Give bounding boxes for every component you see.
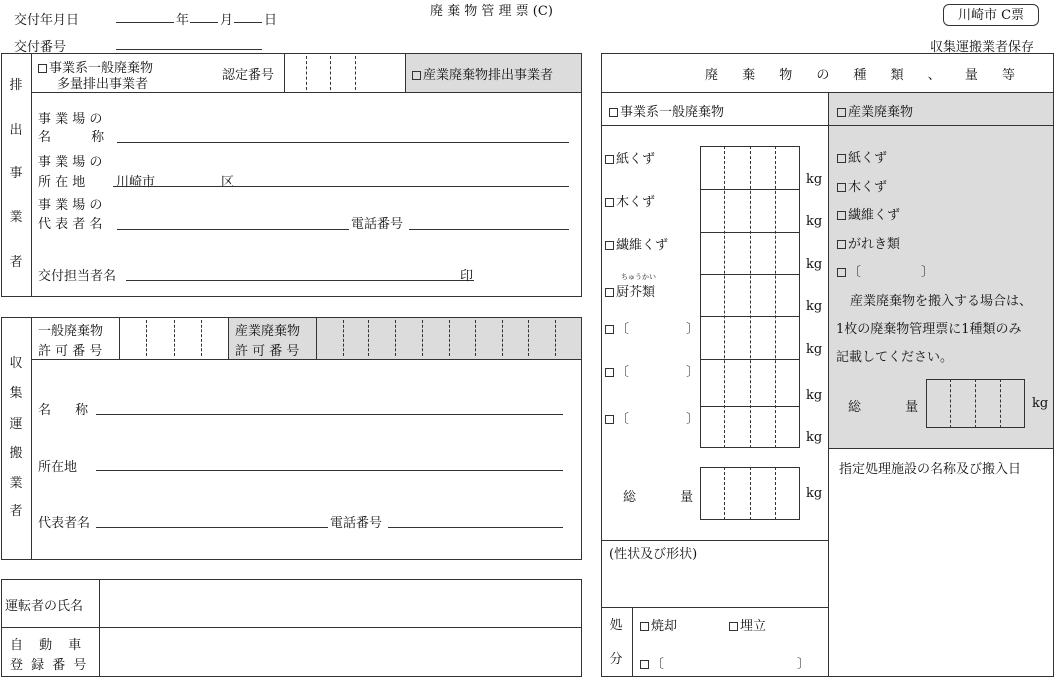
general-large-line2: 多量排出事業者: [57, 77, 149, 92]
issue-number-field[interactable]: [116, 49, 262, 50]
site-address-city: 川崎市: [116, 175, 156, 190]
unit-kg-6: kg: [806, 388, 823, 403]
other-1-checkbox[interactable]: [605, 325, 614, 334]
industrial-total-label: 総 量: [848, 400, 939, 415]
disposal-incineration[interactable]: 焼却: [640, 615, 677, 634]
general-permit-label-2: 許 可 番 号: [38, 344, 103, 359]
vehicle-number-field[interactable]: [100, 628, 581, 676]
disposal-other-checkbox[interactable]: [640, 660, 649, 669]
note-line-3: 記載してください。: [836, 350, 954, 365]
disposal-label-2: 分: [609, 652, 623, 667]
month-label: 月: [220, 13, 234, 28]
retention-note: 収集運搬業者保存: [930, 40, 1035, 55]
general-item-fiber[interactable]: 繊維くず: [605, 234, 668, 253]
collector-name-field[interactable]: [96, 414, 563, 415]
collector-side-1: 収: [9, 356, 23, 371]
kitchen-checkbox[interactable]: [605, 288, 614, 297]
day-field[interactable]: [234, 22, 262, 23]
day-label: 日: [264, 13, 278, 28]
general-large-emitter[interactable]: 事業系一般廃棄物: [38, 57, 153, 76]
unit-kg-2: kg: [806, 214, 823, 229]
collector-rep-label: 代表者名: [38, 516, 91, 531]
emitter-phone-label: 電話番号: [351, 217, 404, 232]
site-name-field[interactable]: [117, 142, 569, 143]
industrial-permit-label-1: 産業廃棄物: [235, 324, 301, 339]
collector-address-label: 所在地: [38, 460, 78, 475]
general-item-other-3[interactable]: 〔: [605, 408, 629, 427]
emitter-phone-field[interactable]: [409, 229, 569, 230]
properties-label: (性状及び形状): [609, 547, 698, 562]
facility-field[interactable]: [829, 478, 1053, 676]
city-badge: 川崎市 C票: [943, 4, 1039, 26]
general-permit-label-1: 一般廃棄物: [38, 324, 104, 339]
site-name-label-2: 名 称: [38, 130, 123, 145]
disposal-bracket-close: 〕: [797, 657, 811, 672]
industrial-permit-label-2: 許 可 番 号: [235, 344, 300, 359]
industrial-total-unit: kg: [1032, 396, 1049, 411]
collector-side-2: 集: [9, 386, 23, 401]
industrial-waste-option[interactable]: 産業廃棄物: [837, 101, 913, 120]
cert-number-label: 認定番号: [222, 68, 275, 83]
site-address-label-1: 事 業 場 の: [38, 155, 103, 170]
unit-kg-1: kg: [806, 172, 823, 187]
disposal-label-1: 処: [609, 618, 623, 633]
general-item-wood[interactable]: 木くず: [605, 191, 655, 210]
properties-field[interactable]: [602, 562, 827, 606]
wood-checkbox[interactable]: [605, 198, 614, 207]
seal-mark: 印: [460, 269, 474, 284]
other-2-checkbox[interactable]: [605, 368, 614, 377]
industrial-item-wood[interactable]: 木くず: [837, 176, 887, 195]
ind-wood-checkbox[interactable]: [837, 183, 846, 192]
general-waste-option[interactable]: 事業系一般廃棄物: [609, 101, 724, 120]
vehicle-label-1: 自 動 車: [10, 638, 88, 653]
general-total-unit: kg: [806, 486, 823, 501]
bracket-close-3: 〕: [686, 412, 700, 427]
ind-other-checkbox[interactable]: [837, 268, 846, 277]
page-title: 廃 棄 物 管 理 票 (C): [430, 4, 553, 19]
disposal-other[interactable]: 〔: [640, 653, 664, 672]
collector-side-5: 業: [9, 476, 23, 491]
year-label: 年: [176, 13, 190, 28]
unit-kg-3: kg: [806, 257, 823, 272]
site-address-label-2: 所 在 地: [38, 175, 86, 190]
paper-checkbox[interactable]: [605, 155, 614, 164]
waste-header: 廃 棄 物 の 種 類 、 量 等: [705, 68, 1026, 83]
site-name-label-1: 事 業 場 の: [38, 112, 103, 127]
year-field[interactable]: [116, 22, 174, 23]
collector-phone-label: 電話番号: [330, 516, 383, 531]
industrial-emitter-checkbox[interactable]: [412, 71, 421, 80]
industrial-item-paper[interactable]: 紙くず: [837, 147, 887, 166]
unit-kg-4: kg: [806, 299, 823, 314]
person-in-charge-field[interactable]: [126, 280, 474, 281]
site-address-field[interactable]: [113, 186, 569, 187]
rep-label-2: 代 表 者 名: [38, 217, 103, 232]
emitter-side-1: 排: [9, 78, 23, 93]
industrial-item-other[interactable]: 〔: [837, 261, 861, 280]
collector-name-label: 名 称: [38, 403, 99, 418]
industrial-item-fiber[interactable]: 繊維くず: [837, 204, 900, 223]
rep-label-1: 事 業 場 の: [38, 198, 103, 213]
vehicle-label-2: 登 録 番 号: [10, 658, 89, 673]
rep-name-field[interactable]: [117, 229, 349, 230]
ind-rubble-checkbox[interactable]: [837, 240, 846, 249]
kitchen-waste-furigana: ちゅうかい: [621, 273, 656, 281]
general-item-other-2[interactable]: 〔: [605, 361, 629, 380]
driver-name-field[interactable]: [100, 580, 581, 626]
general-item-other-1[interactable]: 〔: [605, 318, 629, 337]
ind-fiber-checkbox[interactable]: [837, 211, 846, 220]
general-total-label: 総 量: [623, 490, 714, 505]
disposal-landfill[interactable]: 埋立: [729, 615, 766, 634]
emitter-side-5: 者: [9, 255, 23, 270]
general-item-kitchen[interactable]: 厨芥類: [605, 281, 655, 300]
unit-kg-5: kg: [806, 342, 823, 357]
fiber-checkbox[interactable]: [605, 241, 614, 250]
industrial-waste-checkbox[interactable]: [837, 108, 846, 117]
collector-side-6: 者: [9, 504, 23, 519]
collector-phone-field[interactable]: [388, 527, 563, 528]
site-address-ward: 区: [221, 175, 235, 190]
collector-address-field[interactable]: [96, 470, 563, 471]
month-field[interactable]: [190, 22, 218, 23]
other-3-checkbox[interactable]: [605, 415, 614, 424]
ind-paper-checkbox[interactable]: [837, 154, 846, 163]
person-in-charge-label: 交付担当者名: [38, 269, 117, 284]
incineration-checkbox[interactable]: [640, 622, 649, 631]
general-waste-checkbox[interactable]: [609, 108, 618, 117]
ind-bracket-close: 〕: [921, 265, 935, 280]
issue-number-label: 交付番号: [14, 40, 67, 55]
collector-side-4: 搬: [9, 446, 23, 461]
general-large-checkbox[interactable]: [38, 64, 47, 73]
landfill-checkbox[interactable]: [729, 622, 738, 631]
facility-label: 指定処理施設の名称及び搬入日: [839, 462, 1022, 477]
emitter-side-2: 出: [9, 123, 23, 138]
emitter-side-3: 事: [9, 166, 23, 181]
driver-name-label: 運転者の氏名: [5, 599, 84, 614]
emitter-side-4: 業: [9, 210, 23, 225]
industrial-emitter-option[interactable]: 産業廃棄物排出事業者: [412, 64, 553, 83]
general-item-paper[interactable]: 紙くず: [605, 148, 655, 167]
unit-kg-7: kg: [806, 430, 823, 445]
collector-side-3: 運: [9, 417, 23, 432]
bracket-close-2: 〕: [686, 365, 700, 380]
collector-rep-field[interactable]: [96, 527, 328, 528]
issue-date-label: 交付年月日: [14, 13, 80, 28]
note-line-1: 産業廃棄物を搬入する場合は、: [850, 294, 1033, 309]
bracket-close-1: 〕: [686, 322, 700, 337]
industrial-item-rubble[interactable]: がれき類: [837, 233, 900, 252]
note-line-2: 1枚の廃棄物管理票に1種類のみ: [836, 322, 1022, 337]
